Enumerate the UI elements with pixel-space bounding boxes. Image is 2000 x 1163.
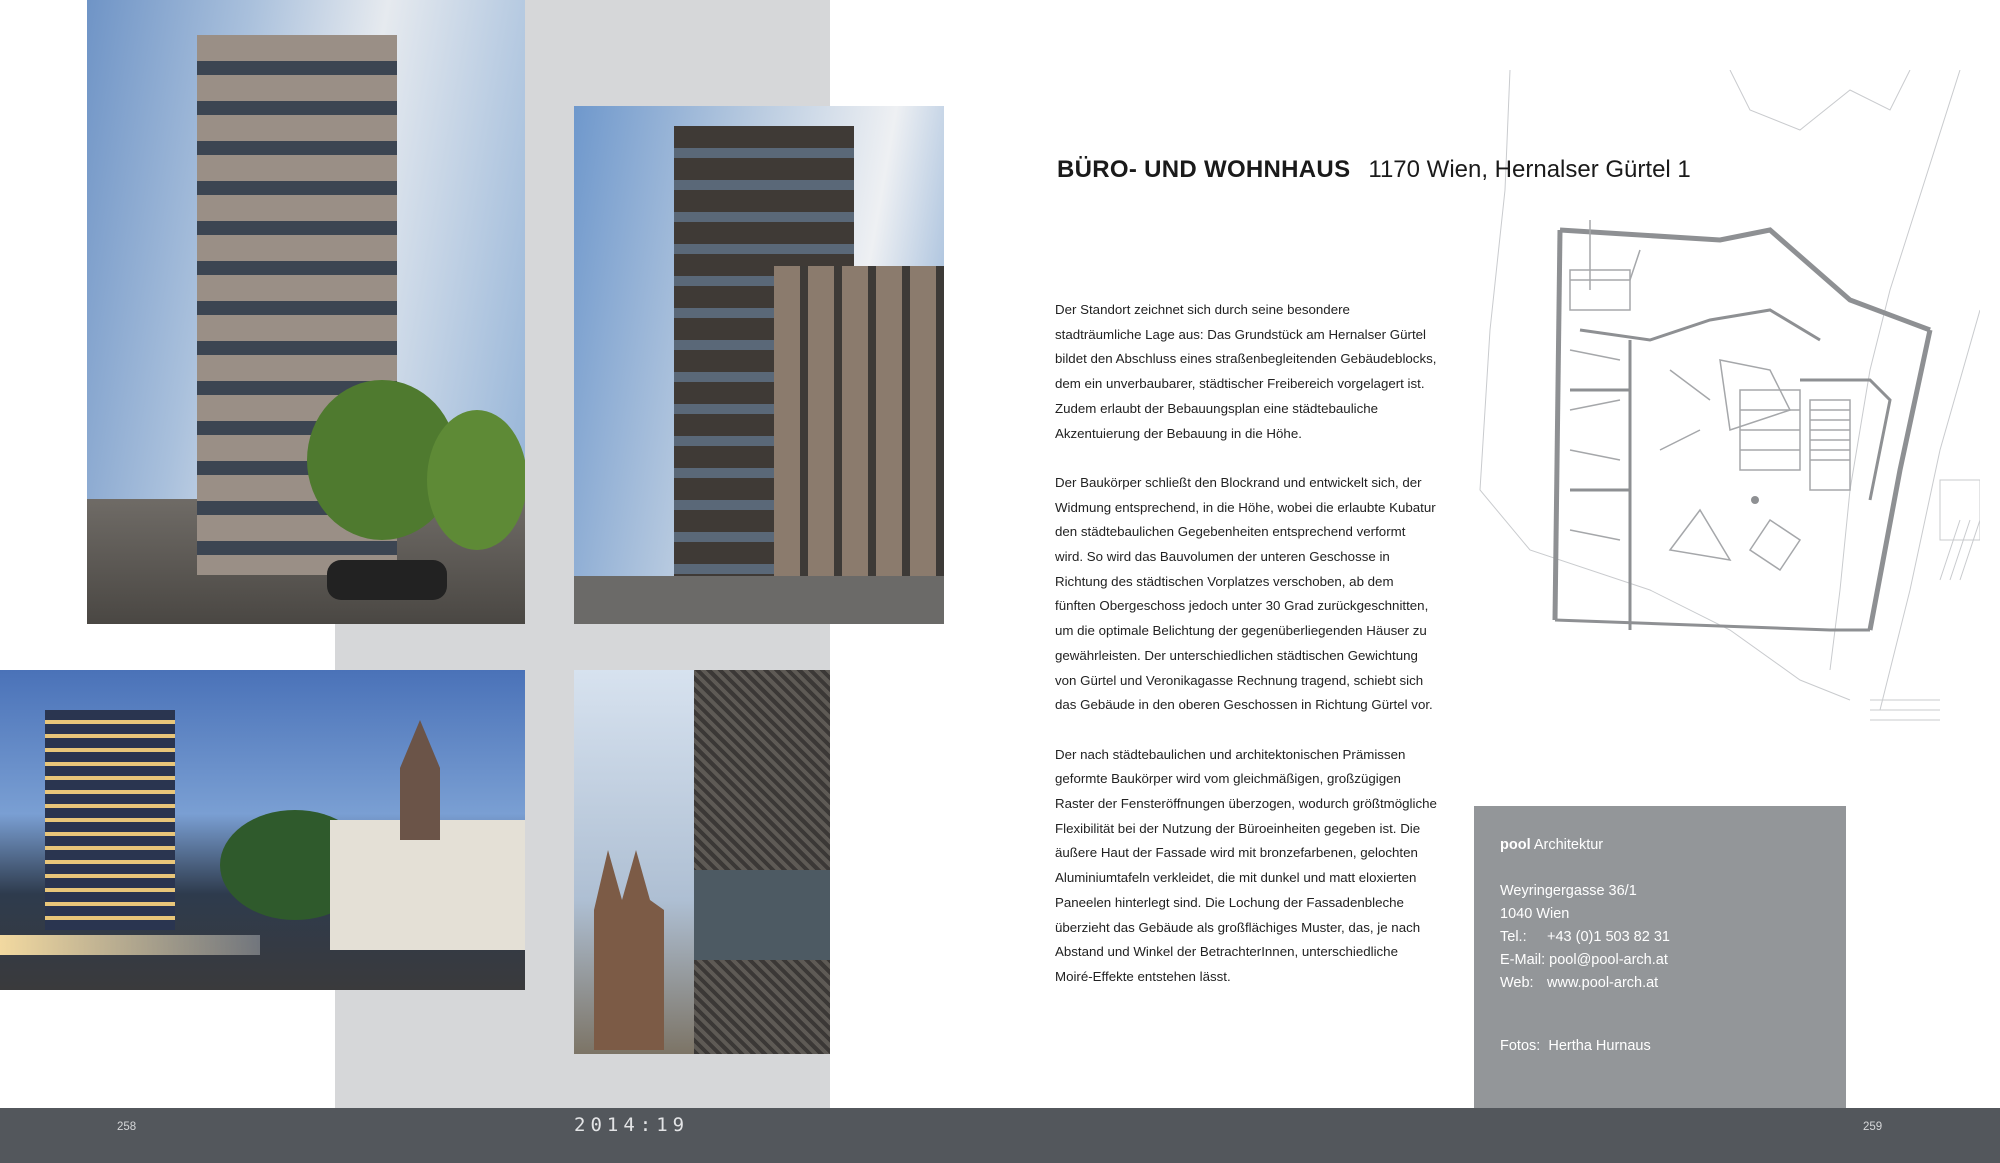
photo-church-spire (400, 720, 440, 840)
photo-street (574, 576, 944, 624)
firm-name (1500, 834, 1670, 857)
edition-label: 2014:19 (574, 1114, 690, 1136)
firm-name-rest: Architektur (1530, 837, 1604, 853)
article-address: 1170 Wien, Hernalser Gürtel 1 (1368, 156, 1691, 183)
article-paragraph: Der Baukörper schließt den Blockrand und entwickelt sich, der Widmung entsprechend, in die Höhe, wobei die erlaubte Kubatur den städtebaulichen Gegebenheiten entsprechend verformt wird. So wird das Bauvolumen der unteren Geschosse in Richtung des städtischen Vorplatzes verschoben, ab dem fünften Obergeschoss jedoch unter 30 Grad zurückgeschnitten, um die optimale Belichtung der gegenüberliegenden Häuser zu gewährleisten. Der unterschiedlichen städtischen Gewichtung von Gürtel und Veronikagasse Rechnung tragend, schiebt sich das Gebäude in den oberen Geschossen in Richtung Gürtel vor. (1055, 474, 1436, 713)
photo-building-dusk-panorama (0, 670, 525, 990)
page-number-right: 259 (1863, 1121, 1883, 1133)
photo-facade-detail (574, 670, 830, 1054)
photo-old-building (774, 266, 944, 596)
article-title: BÜRO- UND WOHNHAUS (1057, 156, 1351, 183)
photo-building-exterior-day (87, 0, 525, 624)
article-heading (1057, 156, 1691, 184)
article-paragraph: Der nach städtebaulichen und architektonischen Prämissen geformte Baukörper wird vom gleichmäßigen, großzügigen Raster der Fensteröffnungen überzogen, wodurch größtmögliche Flexibilität bei der Nutzung der Büroeinheiten gegeben ist. Die äußere Haut der Fassade wird mit bronzefarbenen, gelochten Aluminiumtafeln verkleidet, die mit dunkel und matt eloxierten Paneelen hinterlegt sind. Die Lochung der Fassadenbleche überzieht das Gebäude als großflächiges Muster, das, je nach Abstand und Winkel der BetrachterInnen, unterschiedliche Moiré-Effekte entstehen lässt. (1055, 746, 1437, 984)
web-label: Web: (1500, 975, 1534, 991)
photo-lit-tower (45, 710, 175, 930)
photo-tree (427, 410, 525, 550)
web-value[interactable]: www.pool-arch.at (1547, 975, 1659, 991)
page-footer-bar (0, 1108, 2000, 1163)
architect-contact (1500, 834, 1670, 995)
article-paragraph: Der Standort zeichnet sich durch seine besondere stadträumliche Lage aus: Das Grundstück am Hernalser Gürtel bildet den Abschluss eines straßenbegleitenden Gebäudeblocks, dem ein unverbaubarer, städtischer Freibereich vorgelagert ist. Zudem erlaubt der Bebauungsplan eine städtebauliche Akzentuierung der Bebauung in die Höhe. (1055, 302, 1437, 441)
photo-building-street-view (574, 106, 944, 624)
photo-credit-label: Fotos: (1500, 1038, 1541, 1054)
photo-perforated-facade (694, 670, 830, 1054)
email-value[interactable]: pool@pool-arch.at (1549, 952, 1668, 968)
firm-email-row (1500, 949, 1670, 972)
firm-street: Weyringergasse 36/1 (1500, 883, 1637, 899)
firm-city: 1040 Wien (1500, 906, 1570, 922)
photo-glass-window (694, 870, 830, 960)
firm-phone-row (1500, 926, 1670, 949)
photo-church (594, 850, 664, 1050)
photo-credit-name: Hertha Hurnaus (1548, 1038, 1651, 1054)
article-body (1055, 298, 1437, 1014)
firm-web-row (1500, 972, 1670, 995)
email-label: E-Mail: (1500, 952, 1546, 968)
phone-label: Tel.: (1500, 929, 1527, 945)
photo-light-trails (0, 935, 260, 955)
page-number-left: 258 (117, 1121, 137, 1133)
phone-value: +43 (0)1 503 82 31 (1547, 929, 1670, 945)
firm-name-bold: pool (1500, 837, 1531, 853)
photo-credit (1500, 1038, 1651, 1054)
photo-car (327, 560, 447, 600)
